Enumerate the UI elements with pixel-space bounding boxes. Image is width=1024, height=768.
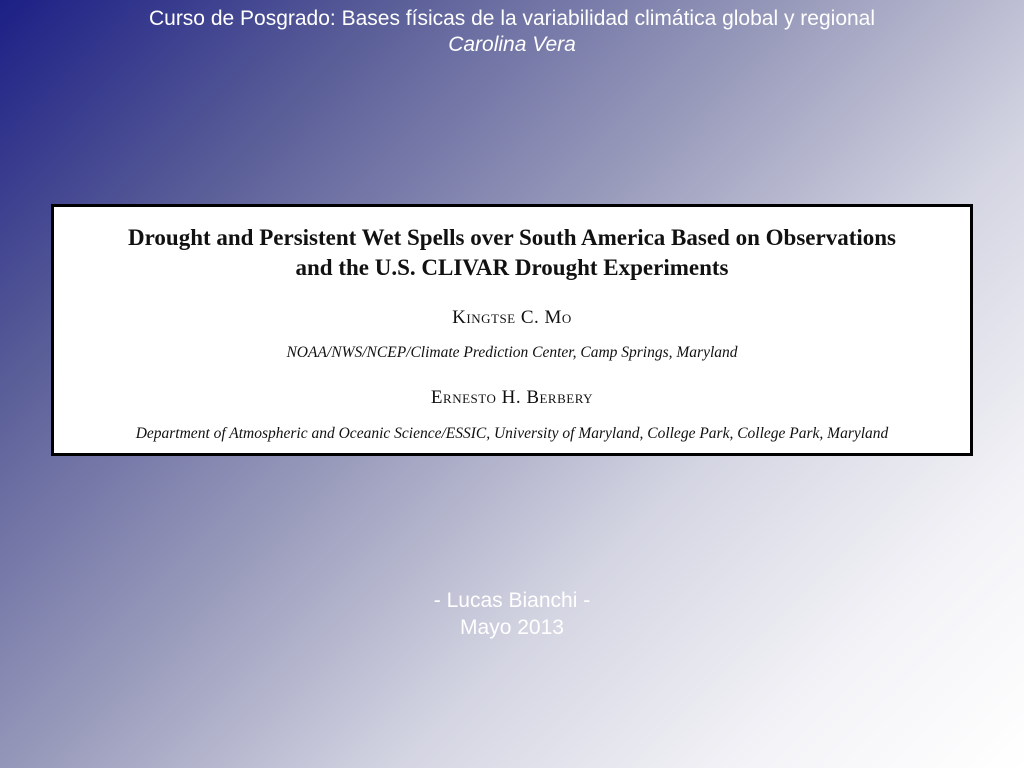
- paper-title-line-2: and the U.S. CLIVAR Drought Experiments: [295, 255, 729, 280]
- paper-title: [54, 223, 970, 283]
- presenter-name: - Lucas Bianchi -: [433, 589, 591, 612]
- paper-title-line-1: Drought and Persistent Wet Spells over South America Based on Observations: [128, 225, 896, 250]
- affiliation-2: Department of Atmospheric and Oceanic Science/ESSIC, University of Maryland, College Park, College Park, Maryland: [135, 425, 889, 442]
- affiliation-1: NOAA/NWS/NCEP/Climate Prediction Center, Camp Springs, Maryland: [286, 344, 738, 361]
- presentation-date: Mayo 2013: [460, 616, 564, 639]
- instructor-name: Carolina Vera: [448, 33, 576, 56]
- course-title: Curso de Posgrado: Bases físicas de la variabilidad climática global y regional: [148, 7, 876, 30]
- presenter-block: [0, 587, 1024, 641]
- slide-header: [0, 6, 1024, 58]
- paper-title-box: [51, 204, 973, 456]
- author-1: Kingtse C. Mo: [452, 307, 572, 328]
- author-2: Ernesto H. Berbery: [430, 387, 594, 408]
